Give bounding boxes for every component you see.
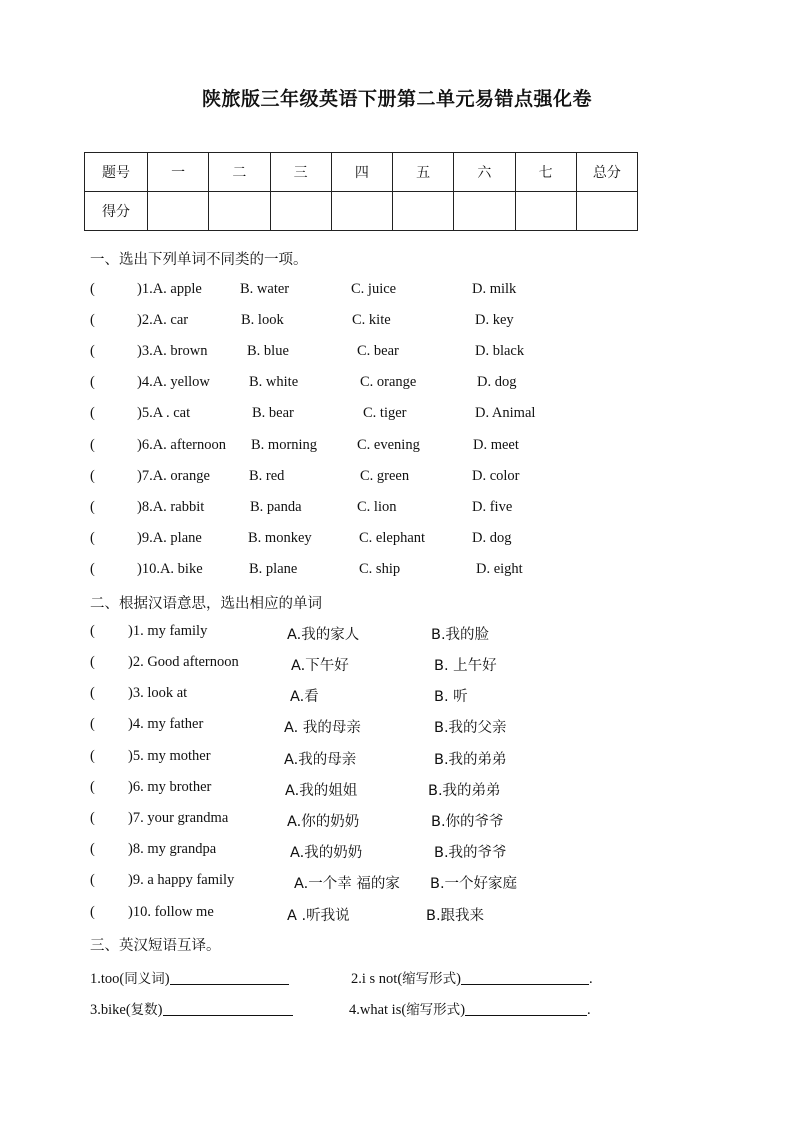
- question-option-b: B.我的弟弟: [428, 783, 501, 799]
- page-title: 陕旅版三年级英语下册第二单元易错点强化卷: [201, 88, 592, 110]
- score-input-cell[interactable]: [270, 192, 331, 231]
- translation-item-2: [351, 967, 593, 988]
- translation-item-prefix: 1.too(: [90, 971, 125, 987]
- question-option-a: )2.A. car: [137, 312, 189, 328]
- score-table-cell: 七: [515, 153, 576, 192]
- score-table-cell: 六: [454, 153, 515, 192]
- answer-bracket[interactable]: (: [90, 281, 95, 297]
- question-option-d: D. color: [472, 468, 520, 484]
- answer-blank[interactable]: [170, 970, 289, 985]
- question-option-a: A.你的奶奶: [287, 814, 360, 830]
- question-option-d: D. black: [475, 343, 525, 359]
- section1-heading: 一、选出下列单词不同类的一项。: [90, 252, 308, 268]
- translation-item-suffix: ): [456, 971, 461, 987]
- question-option-b: B. blue: [247, 343, 289, 359]
- translation-item-prefix: 3.bike(: [90, 1002, 131, 1018]
- question-option-c: C. bear: [357, 343, 399, 359]
- translation-item-hint: 同义词: [124, 971, 165, 987]
- question-phrase: )3. look at: [128, 685, 188, 701]
- question-option-c: C. lion: [357, 499, 397, 515]
- translation-item-hint: 缩写形式: [406, 1002, 461, 1018]
- translation-item-suffix: ): [157, 1002, 163, 1018]
- question-option-b: B.我的弟弟: [434, 752, 507, 768]
- translation-item-end: .: [589, 971, 593, 987]
- question-phrase: )8. my grandpa: [128, 841, 217, 857]
- question-option-c: C. evening: [357, 437, 420, 453]
- question-option-a: )8.A. rabbit: [137, 499, 205, 515]
- question-option-b: B. water: [240, 281, 290, 297]
- translation-item-4: [349, 998, 591, 1019]
- score-table-cell: 四: [331, 153, 392, 192]
- score-input-cell[interactable]: [148, 192, 209, 231]
- question-option-a: )1.A. apple: [137, 281, 202, 297]
- question-option-d: D. five: [472, 499, 513, 515]
- answer-bracket[interactable]: (: [90, 374, 95, 390]
- translation-item-hint: 缩写形式: [402, 971, 457, 987]
- question-option-d: D. eight: [476, 561, 523, 577]
- question-option-c: C. juice: [351, 281, 397, 297]
- question-option-d: D. Animal: [475, 405, 536, 421]
- question-option-c: C. kite: [352, 312, 391, 328]
- question-option-d: D. dog: [472, 530, 512, 546]
- score-table-cell: 五: [393, 153, 454, 192]
- answer-bracket[interactable]: (: [90, 779, 95, 795]
- question-option-c: C. orange: [360, 374, 417, 390]
- question-option-b: B.你的爷爷: [431, 814, 504, 830]
- translation-item-suffix: ): [164, 971, 170, 987]
- answer-blank[interactable]: [163, 1001, 293, 1016]
- question-option-b: B. plane: [249, 561, 298, 577]
- question-option-b: B. bear: [252, 405, 294, 421]
- answer-bracket[interactable]: (: [90, 654, 95, 670]
- question-option-a: A.我的母亲: [284, 752, 357, 768]
- score-label-cell: 得分: [85, 192, 148, 231]
- question-option-a: A.一个幸 福的家: [294, 876, 400, 892]
- question-option-a: A. 我的母亲: [284, 720, 361, 736]
- score-input-cell[interactable]: [393, 192, 454, 231]
- answer-bracket[interactable]: (: [90, 561, 95, 577]
- question-option-a: A.下午好: [291, 658, 349, 674]
- question-phrase: )4. my father: [128, 716, 204, 732]
- score-input-cell[interactable]: [331, 192, 392, 231]
- question-phrase: )1. my family: [128, 623, 208, 639]
- question-option-a: )9.A. plane: [137, 530, 202, 546]
- question-phrase: )10. follow me: [128, 904, 214, 920]
- score-input-cell[interactable]: [515, 192, 576, 231]
- answer-bracket[interactable]: (: [90, 810, 95, 826]
- question-option-d: D. dog: [477, 374, 517, 390]
- question-option-b: B.我的父亲: [434, 720, 507, 736]
- score-table-cell: 一: [148, 153, 209, 192]
- score-table-header-row: [85, 153, 638, 192]
- question-option-a: )6.A. afternoon: [137, 437, 226, 453]
- question-option-a: )10.A. bike: [137, 561, 203, 577]
- score-input-cell[interactable]: [576, 192, 637, 231]
- question-option-d: D. meet: [473, 437, 519, 453]
- section2-heading: 二、根据汉语意思，选出相应的单词: [90, 596, 322, 612]
- question-phrase: )5. my mother: [128, 748, 211, 764]
- question-option-b: B. look: [241, 312, 284, 328]
- score-input-cell[interactable]: [454, 192, 515, 231]
- score-table-cell: 三: [270, 153, 331, 192]
- question-option-b: B.我的脸: [431, 627, 490, 643]
- answer-bracket[interactable]: (: [90, 748, 95, 764]
- answer-bracket[interactable]: (: [90, 437, 95, 453]
- answer-bracket[interactable]: (: [90, 405, 95, 421]
- question-option-b: B. panda: [250, 499, 302, 515]
- question-option-a: )3.A. brown: [137, 343, 208, 359]
- question-option-c: C. green: [360, 468, 410, 484]
- question-phrase: )7. your grandma: [128, 810, 229, 826]
- question-option-a: A.我的姐姐: [285, 783, 358, 799]
- question-option-b: B. white: [249, 374, 299, 390]
- score-table-score-row: [85, 192, 638, 231]
- question-option-a: A.看: [290, 689, 319, 705]
- question-option-b: B. red: [249, 468, 285, 484]
- question-phrase: )6. my brother: [128, 779, 212, 795]
- question-option-b: B.跟我来: [426, 908, 485, 924]
- question-option-a: A.我的奶奶: [290, 845, 363, 861]
- answer-bracket[interactable]: (: [90, 841, 95, 857]
- section3-heading: 三、英汉短语互译。: [90, 938, 221, 954]
- answer-bracket[interactable]: (: [90, 343, 95, 359]
- question-option-c: C. ship: [359, 561, 401, 577]
- translation-item-suffix: ): [460, 1002, 466, 1018]
- answer-bracket[interactable]: (: [90, 716, 95, 732]
- translation-item-3: [90, 998, 293, 1019]
- question-phrase: )2. Good afternoon: [128, 654, 239, 670]
- question-option-b: B. 上午好: [434, 658, 497, 674]
- score-input-cell[interactable]: [209, 192, 270, 231]
- question-option-b: B.我的爷爷: [434, 845, 507, 861]
- answer-bracket[interactable]: (: [90, 468, 95, 484]
- question-option-b: B. monkey: [248, 530, 312, 546]
- score-table-cell: 题号: [85, 153, 148, 192]
- answer-blank[interactable]: [465, 1001, 587, 1016]
- question-phrase: )9. a happy family: [128, 872, 235, 888]
- answer-bracket[interactable]: (: [90, 499, 95, 515]
- question-option-a: A.我的家人: [287, 627, 360, 643]
- answer-bracket[interactable]: (: [90, 872, 95, 888]
- translation-item-hint: 复数: [130, 1002, 158, 1018]
- question-option-a: A .听我说: [287, 908, 350, 924]
- score-table-cell: 二: [209, 153, 270, 192]
- question-option-d: D. key: [475, 312, 514, 328]
- answer-bracket[interactable]: (: [90, 623, 95, 639]
- translation-item-1: [90, 967, 289, 988]
- answer-bracket[interactable]: (: [90, 685, 95, 701]
- question-option-a: )5.A . cat: [137, 405, 191, 421]
- translation-item-prefix: 2.i s not(: [351, 971, 403, 987]
- answer-bracket[interactable]: (: [90, 312, 95, 328]
- answer-blank[interactable]: [461, 970, 589, 985]
- question-option-d: D. milk: [472, 281, 517, 297]
- question-option-b: B. morning: [251, 437, 318, 453]
- question-option-a: )4.A. yellow: [137, 374, 210, 390]
- translation-item-end: .: [587, 1002, 591, 1018]
- question-option-b: B. 听: [434, 689, 468, 705]
- question-option-a: )7.A. orange: [137, 468, 210, 484]
- translation-item-prefix: 4.what is(: [349, 1002, 407, 1018]
- answer-bracket[interactable]: (: [90, 904, 95, 920]
- answer-bracket[interactable]: (: [90, 530, 95, 546]
- question-option-c: C. elephant: [359, 530, 426, 546]
- question-option-c: C. tiger: [363, 405, 407, 421]
- question-option-b: B.一个好家庭: [430, 876, 518, 892]
- score-table-cell: 总分: [576, 153, 637, 192]
- score-table: [84, 152, 638, 231]
